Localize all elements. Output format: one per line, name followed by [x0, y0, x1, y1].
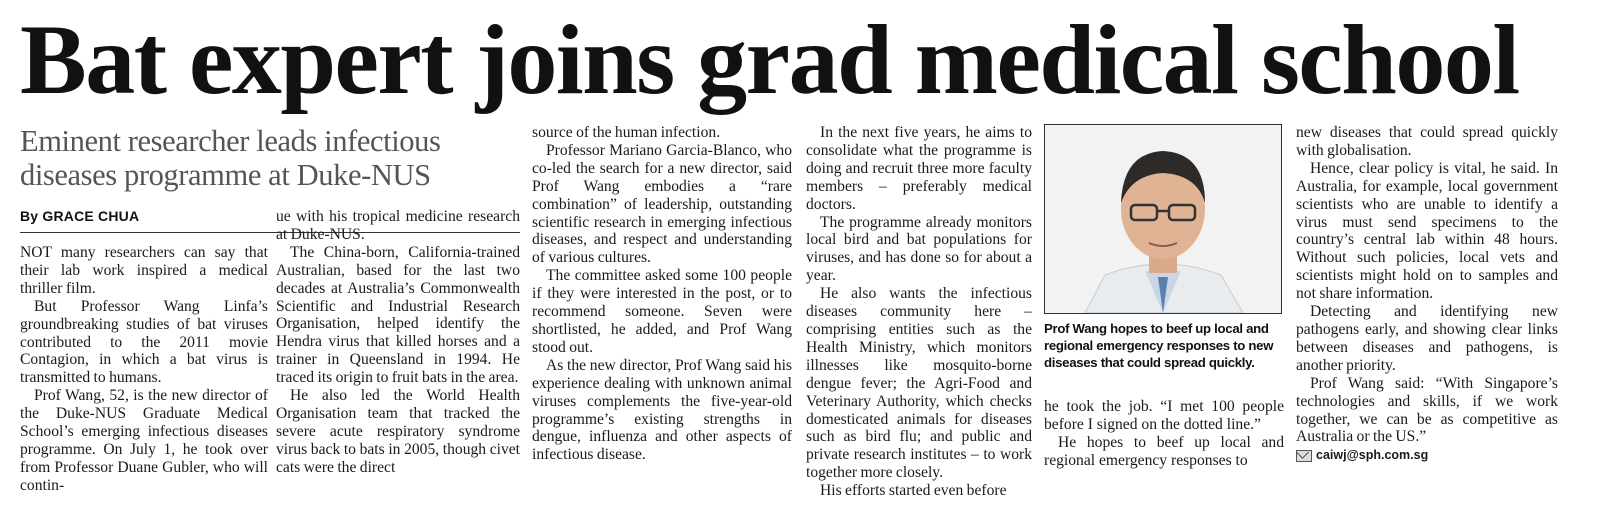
email-address[interactable]: caiwj@sph.com.sg	[1316, 448, 1429, 463]
mail-icon	[1296, 450, 1312, 462]
portrait-photo	[1044, 124, 1282, 314]
paragraph: His efforts started even before	[820, 482, 1007, 500]
paragraph: Prof Wang said: “With Singapore’s technologies and skills, if we work together, we can be as competitive as Australia or the US.”	[1296, 374, 1558, 446]
paragraph: But Professor Wang Linfa’s groundbreaking studies of bat viruses contributed to the 2011 movie Contagion, in which a bat virus is transmitted to humans.	[20, 297, 268, 387]
paragraph: In the next five years, he aims to consolidate what the programme is doing and recruit three more faculty members – preferably medical doctors.	[806, 124, 1032, 213]
column-1	[20, 244, 268, 502]
paragraph: Prof Wang, 52, is the new director of the Duke-NUS Graduate Medical School’s emerging infectious diseases programme. On July 1, he took over from Professor Duane Gubler, who will contin-	[20, 387, 268, 494]
photo-caption: Prof Wang hopes to beef up local and regional emergency responses to new diseases that could spread quickly.	[1044, 321, 1274, 370]
paragraph: He hopes to beef up local and regional emergency responses to	[1044, 433, 1284, 469]
paragraph: source of the human infection.	[532, 124, 721, 141]
paragraph: NOT many researchers can say that their lab work inspired a medical thriller film.	[20, 244, 268, 297]
paragraph: The China-born, California-trained Australian, based for the last two decades at Australia’s Commonwealth Scientific and Industrial Research Organisation, helped identify the Hendra virus that killed horses and a trainer in Queensland in 1994. He traced its origin to fruit bats in the area.	[276, 243, 520, 387]
paragraph: new diseases that could spread quickly with globalisation.	[1296, 124, 1558, 159]
kicker: Eminent researcher leads infectious diseases programme at Duke-NUS	[20, 124, 441, 192]
author-email[interactable]	[1296, 447, 1558, 465]
paragraph: The programme already monitors local bird and bat populations for viruses, and has done so for about a year.	[806, 213, 1032, 285]
column-2	[276, 208, 520, 502]
headline: Bat expert joins grad medical school	[20, 4, 1519, 115]
paragraph: As the new director, Prof Wang said his experience dealing with unknown animal viruses complements the five-year-old programme’s existing strengths in dengue, influenza and other aspects of infectious disease.	[532, 356, 792, 464]
paragraph: ue with his tropical medicine research at Duke-NUS.	[276, 208, 520, 243]
byline: By GRACE CHUA	[20, 208, 140, 224]
portrait-illustration	[1045, 125, 1281, 313]
column-3	[532, 124, 792, 502]
paragraph: The committee asked some 100 people if they were interested in the post, or to recommend someone. Seven were shortlisted, he added, and Prof Wang stood out.	[532, 267, 792, 356]
paragraph: Professor Mariano Garcia-Blanco, who co-led the search for a new director, said Prof Wang embodies a “rare combination” of leadership, outstanding scientific research in emerging infectious diseases, and respect and understanding of various cultures.	[532, 141, 792, 267]
column-5	[1044, 398, 1284, 502]
column-4	[806, 124, 1032, 502]
paragraph: Detecting and identifying new pathogens early, and showing clear links between diseases and pathogens, is another priority.	[1296, 303, 1558, 374]
paragraph: He also led the World Health Organisation team that tracked the severe acute respiratory syndrome virus back to bats in 2005, though civet cats were the direct	[276, 387, 520, 476]
column-6	[1296, 124, 1558, 502]
paragraph: he took the job. “I met 100 people before I signed on the dotted line.”	[1044, 398, 1284, 433]
paragraph: He also wants the infectious diseases community here – comprising entities such as the Health Ministry, which monitors illnesses like mosquito-borne dengue fever; the Agri-Food and Veterinary Authority, which checks domesticated animals for diseases such as bird flu; and public and private research institutes – to work together more closely.	[806, 285, 1032, 482]
paragraph: Hence, clear policy is vital, he said. In Australia, for example, local government scientists who are unable to identify a virus must send specimens to the country’s central lab within 48 hours. Without such policies, local vets and scientists might hold on to samples and not share information.	[1296, 159, 1558, 303]
